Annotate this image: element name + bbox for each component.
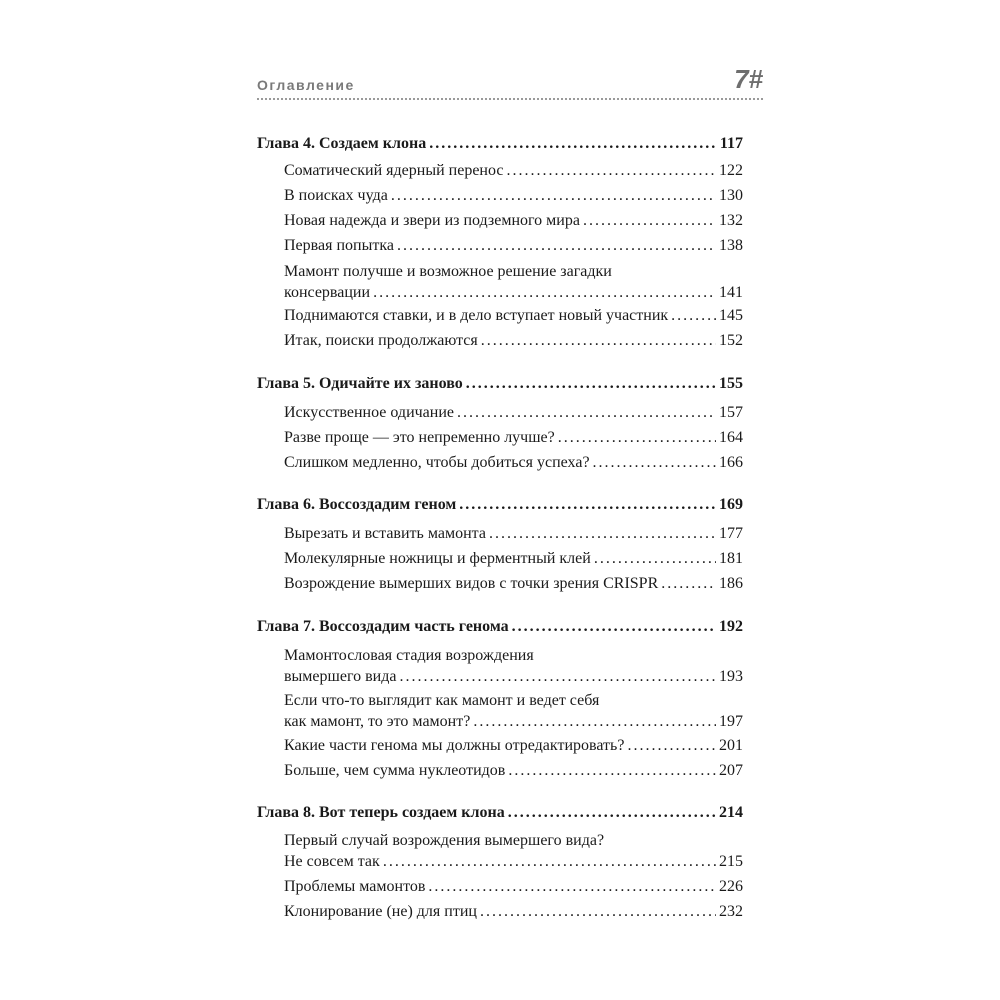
entry-title: Соматический ядерный перенос bbox=[284, 162, 504, 179]
dot-leader bbox=[671, 307, 716, 325]
entry-page: 226 bbox=[719, 878, 743, 895]
toc-entry bbox=[284, 853, 743, 871]
entry-title-line1: Если что-то выглядит как мамонт и ведет себя bbox=[284, 692, 600, 709]
toc-entry bbox=[284, 550, 743, 568]
toc-entry-line1 bbox=[284, 263, 743, 281]
entry-title: Разве проще — это непременно лучше? bbox=[284, 429, 555, 446]
dot-leader bbox=[457, 404, 716, 422]
entry-page: 207 bbox=[719, 762, 743, 779]
toc-entry bbox=[284, 737, 743, 755]
entry-title: В поисках чуда bbox=[284, 187, 388, 204]
toc-entry bbox=[284, 187, 743, 205]
entry-title: Клонирование (не) для птиц bbox=[284, 903, 477, 920]
chapter-5-entry bbox=[257, 375, 743, 393]
entry-page: 181 bbox=[719, 550, 743, 567]
entry-title: Слишком медленно, чтобы добиться успеха? bbox=[284, 454, 590, 471]
dot-leader bbox=[391, 187, 716, 205]
dot-leader bbox=[506, 162, 716, 180]
dot-leader bbox=[459, 496, 716, 514]
chapter-8-entry bbox=[257, 804, 743, 822]
entry-page: 130 bbox=[719, 187, 743, 204]
entry-page: 132 bbox=[719, 212, 743, 229]
chapter-title: Глава 7. Воссоздадим часть генома bbox=[257, 618, 509, 635]
toc-entry bbox=[284, 903, 743, 921]
toc-entry bbox=[284, 713, 743, 731]
chapter-title: Глава 8. Вот теперь создаем клона bbox=[257, 804, 505, 821]
dot-leader bbox=[373, 284, 716, 302]
entry-title: Первая попытка bbox=[284, 237, 394, 254]
entry-page: 122 bbox=[719, 162, 743, 179]
chapter-page: 169 bbox=[719, 496, 743, 513]
chapter-6-entry bbox=[257, 496, 743, 514]
dot-leader bbox=[627, 737, 716, 755]
toc-entry bbox=[284, 284, 743, 302]
toc-entry bbox=[284, 525, 743, 543]
chapter-title: Глава 6. Воссоздадим геном bbox=[257, 496, 457, 513]
chapter-page: 117 bbox=[719, 135, 743, 152]
entry-title: Новая надежда и звери из подземного мира bbox=[284, 212, 580, 229]
chapter-title: Глава 5. Одичайте их заново bbox=[257, 375, 463, 392]
entry-page: 201 bbox=[719, 737, 743, 754]
toc-entry bbox=[284, 237, 743, 255]
entry-page: 177 bbox=[719, 525, 743, 542]
running-header bbox=[257, 62, 763, 102]
header-page-number: 7# bbox=[734, 64, 763, 94]
toc-entry bbox=[284, 878, 743, 896]
entry-page: 186 bbox=[719, 575, 743, 592]
chapter-page: 155 bbox=[719, 375, 743, 392]
entry-page: 215 bbox=[719, 853, 743, 870]
dot-leader bbox=[428, 878, 716, 896]
dot-leader bbox=[512, 618, 716, 636]
entry-page: 138 bbox=[719, 237, 743, 254]
dot-leader bbox=[508, 762, 716, 780]
entry-page: 166 bbox=[719, 454, 743, 471]
toc-entry-line1 bbox=[284, 832, 743, 850]
toc-entry bbox=[284, 454, 743, 472]
entry-page: 197 bbox=[719, 713, 743, 730]
toc-entry bbox=[284, 575, 743, 593]
dot-leader bbox=[383, 853, 716, 871]
dot-leader bbox=[399, 668, 716, 686]
toc-entry-line1 bbox=[284, 647, 743, 665]
toc-entry bbox=[284, 668, 743, 686]
entry-page: 164 bbox=[719, 429, 743, 446]
toc-entry-line1 bbox=[284, 692, 743, 710]
entry-page: 193 bbox=[719, 668, 743, 685]
toc-entry bbox=[284, 212, 743, 230]
entry-title: Искусственное одичание bbox=[284, 404, 454, 421]
header-title: Оглавление bbox=[257, 77, 355, 93]
chapter-4-entry bbox=[257, 135, 743, 153]
dot-leader bbox=[661, 575, 716, 593]
dot-leader bbox=[397, 237, 716, 255]
chapter-title: Глава 4. Создаем клона bbox=[257, 135, 427, 152]
dot-leader bbox=[473, 713, 716, 731]
entry-title: Вырезать и вставить мамонта bbox=[284, 525, 486, 542]
entry-title: Не совсем так bbox=[284, 853, 380, 870]
entry-title: консервации bbox=[284, 284, 371, 301]
toc-entry bbox=[284, 762, 743, 780]
toc-entry bbox=[284, 307, 743, 325]
entry-page: 141 bbox=[719, 284, 743, 301]
chapter-7-entry bbox=[257, 618, 743, 636]
dot-leader bbox=[583, 212, 716, 230]
toc-entry bbox=[284, 429, 743, 447]
dot-leader bbox=[466, 375, 716, 393]
entry-title-line1: Первый случай возрождения вымершего вида? bbox=[284, 832, 605, 849]
toc-entry bbox=[284, 162, 743, 180]
entry-title-line1: Мамонтословая стадия возрождения bbox=[284, 647, 534, 664]
entry-title: Возрождение вымерших видов с точки зрения CRISPR bbox=[284, 575, 659, 592]
entry-title: Поднимаются ставки, и в дело вступает новый участник bbox=[284, 307, 669, 324]
entry-title-line1: Мамонт получше и возможное решение загадки bbox=[284, 263, 612, 280]
toc-entry bbox=[284, 404, 743, 422]
dot-leader bbox=[481, 332, 716, 350]
header-dotted-rule bbox=[257, 98, 763, 100]
dot-leader bbox=[489, 525, 716, 543]
entry-page: 152 bbox=[719, 332, 743, 349]
entry-title: вымершего вида bbox=[284, 668, 397, 685]
dot-leader bbox=[429, 135, 717, 153]
dot-leader bbox=[558, 429, 716, 447]
chapter-page: 192 bbox=[719, 618, 743, 635]
dot-leader bbox=[593, 454, 716, 472]
dot-leader bbox=[508, 804, 716, 822]
entry-title: Проблемы мамонтов bbox=[284, 878, 426, 895]
entry-title: Молекулярные ножницы и ферментный клей bbox=[284, 550, 591, 567]
entry-title: как мамонт, то это мамонт? bbox=[284, 713, 471, 730]
toc-entry bbox=[284, 332, 743, 350]
entry-title: Больше, чем сумма нуклеотидов bbox=[284, 762, 506, 779]
entry-page: 157 bbox=[719, 404, 743, 421]
entry-page: 232 bbox=[719, 903, 743, 920]
entry-page: 145 bbox=[719, 307, 743, 324]
entry-title: Итак, поиски продолжаются bbox=[284, 332, 478, 349]
entry-title: Какие части генома мы должны отредактировать? bbox=[284, 737, 625, 754]
dot-leader bbox=[594, 550, 716, 568]
chapter-page: 214 bbox=[719, 804, 743, 821]
dot-leader bbox=[480, 903, 716, 921]
